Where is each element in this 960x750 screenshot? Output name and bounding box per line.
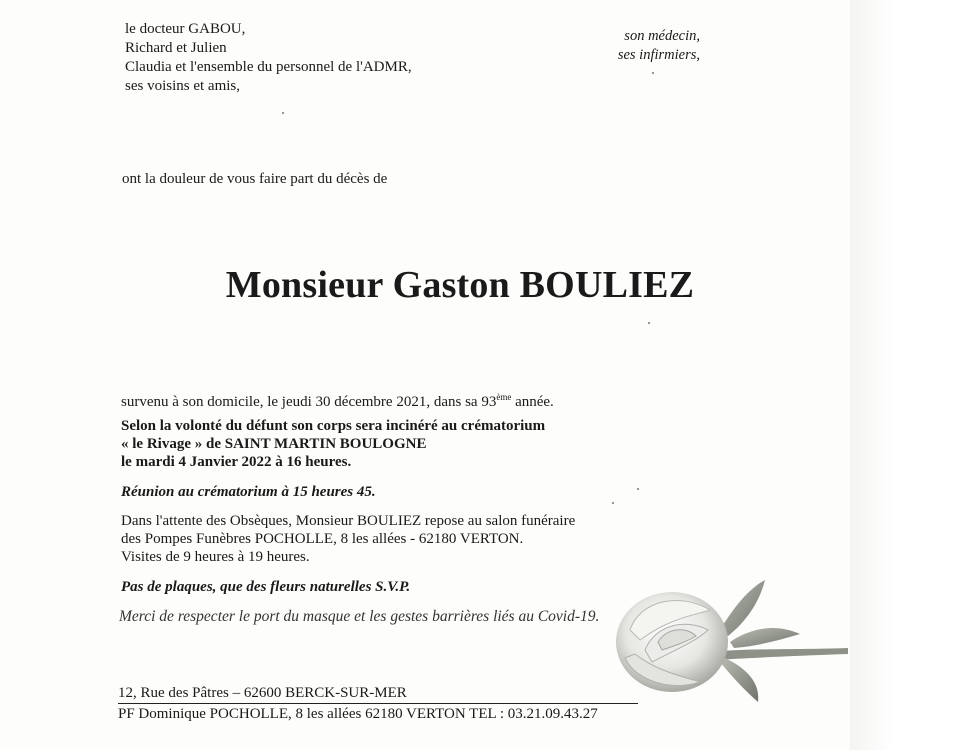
scan-margin <box>850 0 960 750</box>
gathering-notice: Réunion au crématorium à 15 heures 45. <box>121 484 376 500</box>
death-text: survenu à son domicile, le jeudi 30 décembre 2021, dans sa 93 <box>121 394 497 410</box>
viewing-line: des Pompes Funèbres POCHOLLE, 8 les allées - 62180 VERTON. <box>121 531 524 547</box>
ceremony-line: « le Rivage » de SAINT MARTIN BOULOGNE <box>121 436 427 452</box>
ordinal-suffix: ème <box>496 392 512 402</box>
medical-staff-list <box>618 27 700 65</box>
medical-line: ses infirmiers, <box>617 47 700 63</box>
viewing-details <box>121 512 575 566</box>
scan-speck <box>282 112 284 114</box>
scan-speck <box>648 322 650 324</box>
scan-speck <box>612 502 614 504</box>
scan-speck <box>637 488 639 490</box>
viewing-line: Visites de 9 heures à 19 heures. <box>121 549 310 565</box>
address-line: 12, Rue des Pâtres – 62600 BERCK-SUR-MER <box>118 685 407 701</box>
deceased-name: Monsieur Gaston BOULIEZ <box>225 264 695 306</box>
ceremony-details <box>121 417 545 471</box>
family-line: le docteur GABOU, <box>125 21 246 37</box>
death-text-end: année. <box>511 394 554 410</box>
footer <box>118 683 638 724</box>
family-list <box>125 20 412 96</box>
ceremony-line: le mardi 4 Janvier 2022 à 16 heures. <box>121 454 352 470</box>
family-line: Richard et Julien <box>125 40 227 56</box>
family-line: ses voisins et amis, <box>125 78 240 94</box>
covid-notice: Merci de respecter le port du masque et les gestes barrières liés au Covid-19. <box>119 608 600 625</box>
announcement-line: ont la douleur de vous faire part du décès de <box>122 171 388 187</box>
flowers-notice: Pas de plaques, que des fleurs naturelles S.V.P. <box>121 579 411 595</box>
death-details <box>121 388 554 411</box>
scan-speck <box>652 72 654 74</box>
medical-line: son médecin, <box>624 28 700 44</box>
ceremony-line: Selon la volonté du défunt son corps sera incinéré au crématorium <box>121 418 546 434</box>
viewing-line: Dans l'attente des Obsèques, Monsieur BOULIEZ repose au salon funéraire <box>121 513 576 529</box>
family-line: Claudia et l'ensemble du personnel de l'ADMR, <box>125 59 412 75</box>
funeral-home-line: PF Dominique POCHOLLE, 8 les allées 62180 VERTON TEL : 03.21.09.43.27 <box>118 706 598 722</box>
